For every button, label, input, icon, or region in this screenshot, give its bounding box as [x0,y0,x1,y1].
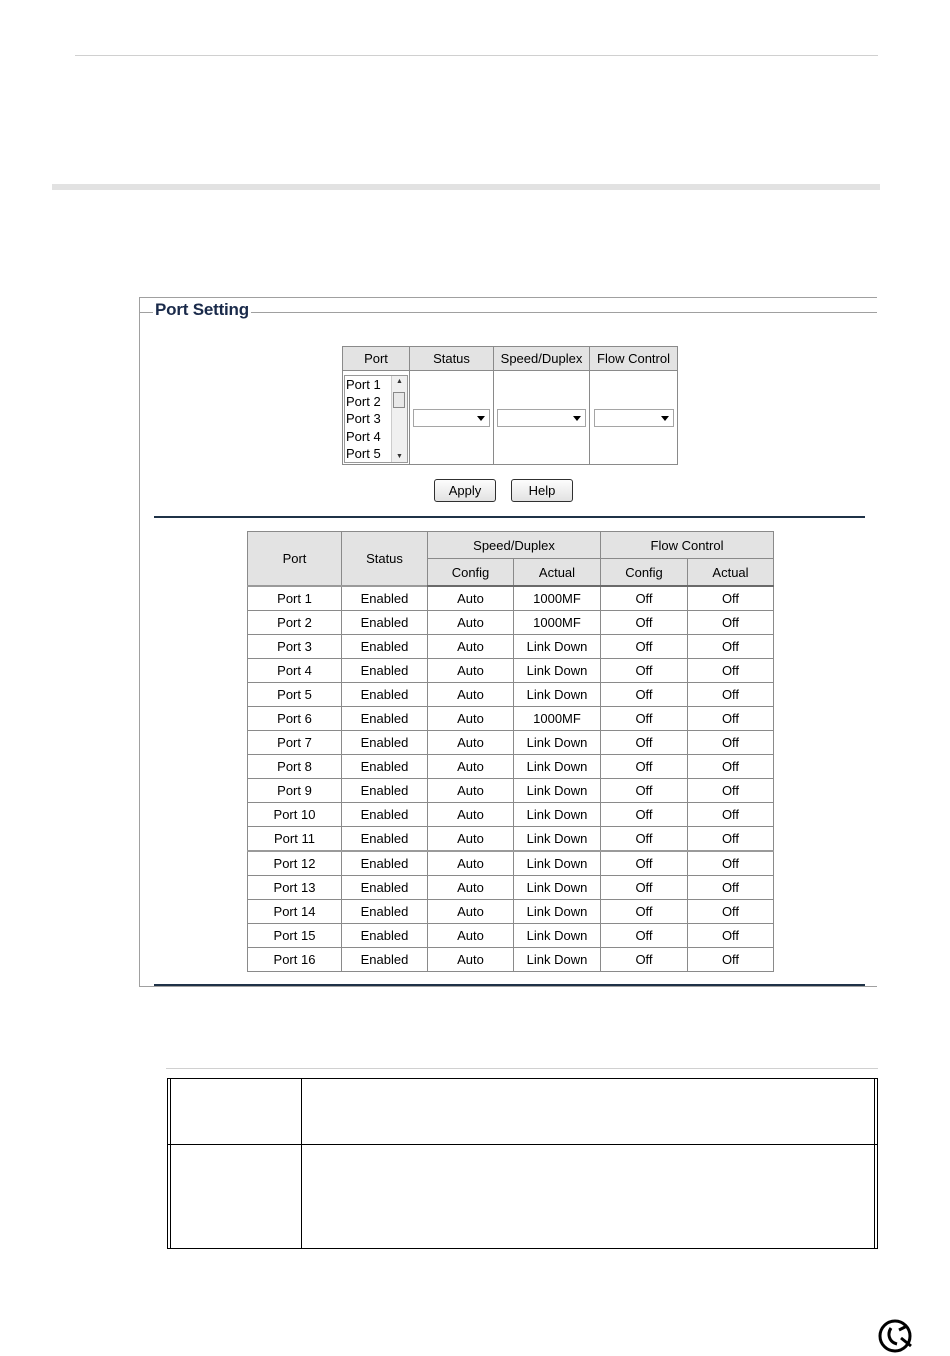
row-port: Port 11 [248,827,342,852]
header-status: Status [342,532,428,587]
chevron-down-icon [477,416,485,421]
row-speed-actual: Link Down [514,659,601,683]
top-rule [75,55,878,56]
header-speed-duplex: Speed/Duplex [494,347,590,371]
table-row [248,707,774,731]
table-row [248,635,774,659]
row-speed-config: Auto [428,827,514,852]
row-flow-config: Off [601,876,688,900]
port-option[interactable]: Port 4 [346,428,381,444]
row-flow-actual: Off [688,707,774,731]
header-speed-duplex: Speed/Duplex [428,532,601,559]
table-row [248,586,774,611]
row-speed-config: Auto [428,731,514,755]
section-divider [52,184,880,190]
row-speed-actual: Link Down [514,779,601,803]
row-speed-actual: Link Down [514,948,601,972]
row-speed-actual: Link Down [514,731,601,755]
header-speed-actual: Actual [514,559,601,587]
row-speed-config: Auto [428,683,514,707]
row-flow-config: Off [601,827,688,852]
table-row [248,876,774,900]
status-dropdown[interactable] [413,409,490,427]
row-flow-config: Off [601,586,688,611]
table-row [248,924,774,948]
row-flow-config: Off [601,731,688,755]
row-status: Enabled [342,731,428,755]
port-config-table [342,346,678,465]
row-speed-config: Auto [428,876,514,900]
row-status: Enabled [342,827,428,852]
header-flow-control: Flow Control [590,347,678,371]
port-setting-panel [139,297,877,987]
row-speed-actual: Link Down [514,924,601,948]
row-port: Port 5 [248,683,342,707]
port-option[interactable]: Port 1 [346,376,381,392]
row-status: Enabled [342,755,428,779]
row-speed-actual: Link Down [514,827,601,852]
chevron-down-icon [661,416,669,421]
row-speed-config: Auto [428,659,514,683]
table-row [248,779,774,803]
row-speed-actual: Link Down [514,851,601,876]
row-speed-config: Auto [428,779,514,803]
row-flow-actual: Off [688,586,774,611]
listbox-scrollbar[interactable] [391,376,407,462]
row-flow-actual: Off [688,659,774,683]
row-port: Port 3 [248,635,342,659]
table-edge [170,1079,171,1248]
table-row [248,803,774,827]
row-flow-actual: Off [688,779,774,803]
table-row [248,900,774,924]
row-flow-actual: Off [688,731,774,755]
header-flow-actual: Actual [688,559,774,587]
header-port: Port [343,347,410,371]
row-flow-actual: Off [688,803,774,827]
flow-control-dropdown[interactable] [594,409,674,427]
row-status: Enabled [342,683,428,707]
row-flow-config: Off [601,755,688,779]
table-edge [874,1079,875,1248]
apply-button[interactable]: Apply [434,479,496,502]
row-flow-config: Off [601,683,688,707]
row-status: Enabled [342,586,428,611]
row-status: Enabled [342,851,428,876]
row-port: Port 9 [248,779,342,803]
row-speed-actual: 1000MF [514,707,601,731]
row-flow-actual: Off [688,900,774,924]
port-status-table [247,531,774,972]
table-row [248,948,774,972]
port-option[interactable]: Port 2 [346,393,381,409]
port-option[interactable]: Port 3 [346,410,381,426]
scroll-thumb[interactable] [393,392,405,408]
row-speed-config: Auto [428,707,514,731]
header-port: Port [248,532,342,587]
description-table [167,1078,878,1249]
speed-duplex-dropdown[interactable] [497,409,586,427]
row-divider [168,1144,877,1145]
row-flow-config: Off [601,611,688,635]
row-speed-actual: 1000MF [514,586,601,611]
row-flow-config: Off [601,659,688,683]
row-flow-actual: Off [688,683,774,707]
panel-title: Port Setting [155,300,249,319]
row-status: Enabled [342,707,428,731]
row-port: Port 12 [248,851,342,876]
row-speed-config: Auto [428,755,514,779]
row-status: Enabled [342,803,428,827]
row-status: Enabled [342,659,428,683]
table-row [248,611,774,635]
help-button[interactable]: Help [511,479,573,502]
row-speed-config: Auto [428,900,514,924]
row-port: Port 8 [248,755,342,779]
table-row [248,851,774,876]
port-select-cell [343,371,410,465]
row-flow-config: Off [601,924,688,948]
header-speed-config: Config [428,559,514,587]
port-option[interactable]: Port 5 [346,445,381,461]
row-port: Port 13 [248,876,342,900]
row-flow-actual: Off [688,755,774,779]
table-row [248,683,774,707]
column-divider [301,1079,302,1248]
row-port: Port 7 [248,731,342,755]
row-flow-config: Off [601,900,688,924]
row-port: Port 15 [248,924,342,948]
row-status: Enabled [342,779,428,803]
flow-select-cell [590,371,678,465]
ce-mark-icon [877,1316,917,1356]
row-speed-actual: Link Down [514,683,601,707]
row-status: Enabled [342,611,428,635]
separator-line-bottom [154,984,865,986]
row-port: Port 6 [248,707,342,731]
row-port: Port 10 [248,803,342,827]
row-flow-actual: Off [688,635,774,659]
status-select-cell [410,371,494,465]
scroll-down-icon[interactable]: ▼ [396,452,403,460]
chevron-down-icon [573,416,581,421]
row-flow-config: Off [601,851,688,876]
row-port: Port 14 [248,900,342,924]
row-flow-actual: Off [688,851,774,876]
speed-select-cell [494,371,590,465]
row-port: Port 16 [248,948,342,972]
row-status: Enabled [342,948,428,972]
row-speed-actual: Link Down [514,635,601,659]
table-row [248,755,774,779]
row-status: Enabled [342,924,428,948]
row-flow-actual: Off [688,876,774,900]
row-status: Enabled [342,876,428,900]
row-flow-actual: Off [688,924,774,948]
row-speed-config: Auto [428,635,514,659]
header-flow-control: Flow Control [601,532,774,559]
row-flow-config: Off [601,707,688,731]
table-row [248,827,774,852]
header-status: Status [410,347,494,371]
description-rule [166,1068,878,1069]
row-speed-actual: 1000MF [514,611,601,635]
row-port: Port 1 [248,586,342,611]
row-flow-config: Off [601,803,688,827]
row-flow-actual: Off [688,827,774,852]
row-status: Enabled [342,900,428,924]
row-speed-config: Auto [428,586,514,611]
row-speed-actual: Link Down [514,755,601,779]
port-listbox[interactable] [344,375,408,463]
row-port: Port 2 [248,611,342,635]
separator-line [154,516,865,518]
table-row [248,731,774,755]
row-speed-config: Auto [428,948,514,972]
row-speed-config: Auto [428,611,514,635]
row-flow-config: Off [601,948,688,972]
row-flow-config: Off [601,635,688,659]
row-flow-actual: Off [688,611,774,635]
row-speed-actual: Link Down [514,803,601,827]
row-speed-actual: Link Down [514,900,601,924]
row-flow-actual: Off [688,948,774,972]
scroll-up-icon[interactable]: ▲ [396,377,403,385]
row-speed-config: Auto [428,924,514,948]
row-speed-actual: Link Down [514,876,601,900]
row-speed-config: Auto [428,803,514,827]
row-speed-config: Auto [428,851,514,876]
row-status: Enabled [342,635,428,659]
header-flow-config: Config [601,559,688,587]
row-flow-config: Off [601,779,688,803]
table-row [248,659,774,683]
row-port: Port 4 [248,659,342,683]
